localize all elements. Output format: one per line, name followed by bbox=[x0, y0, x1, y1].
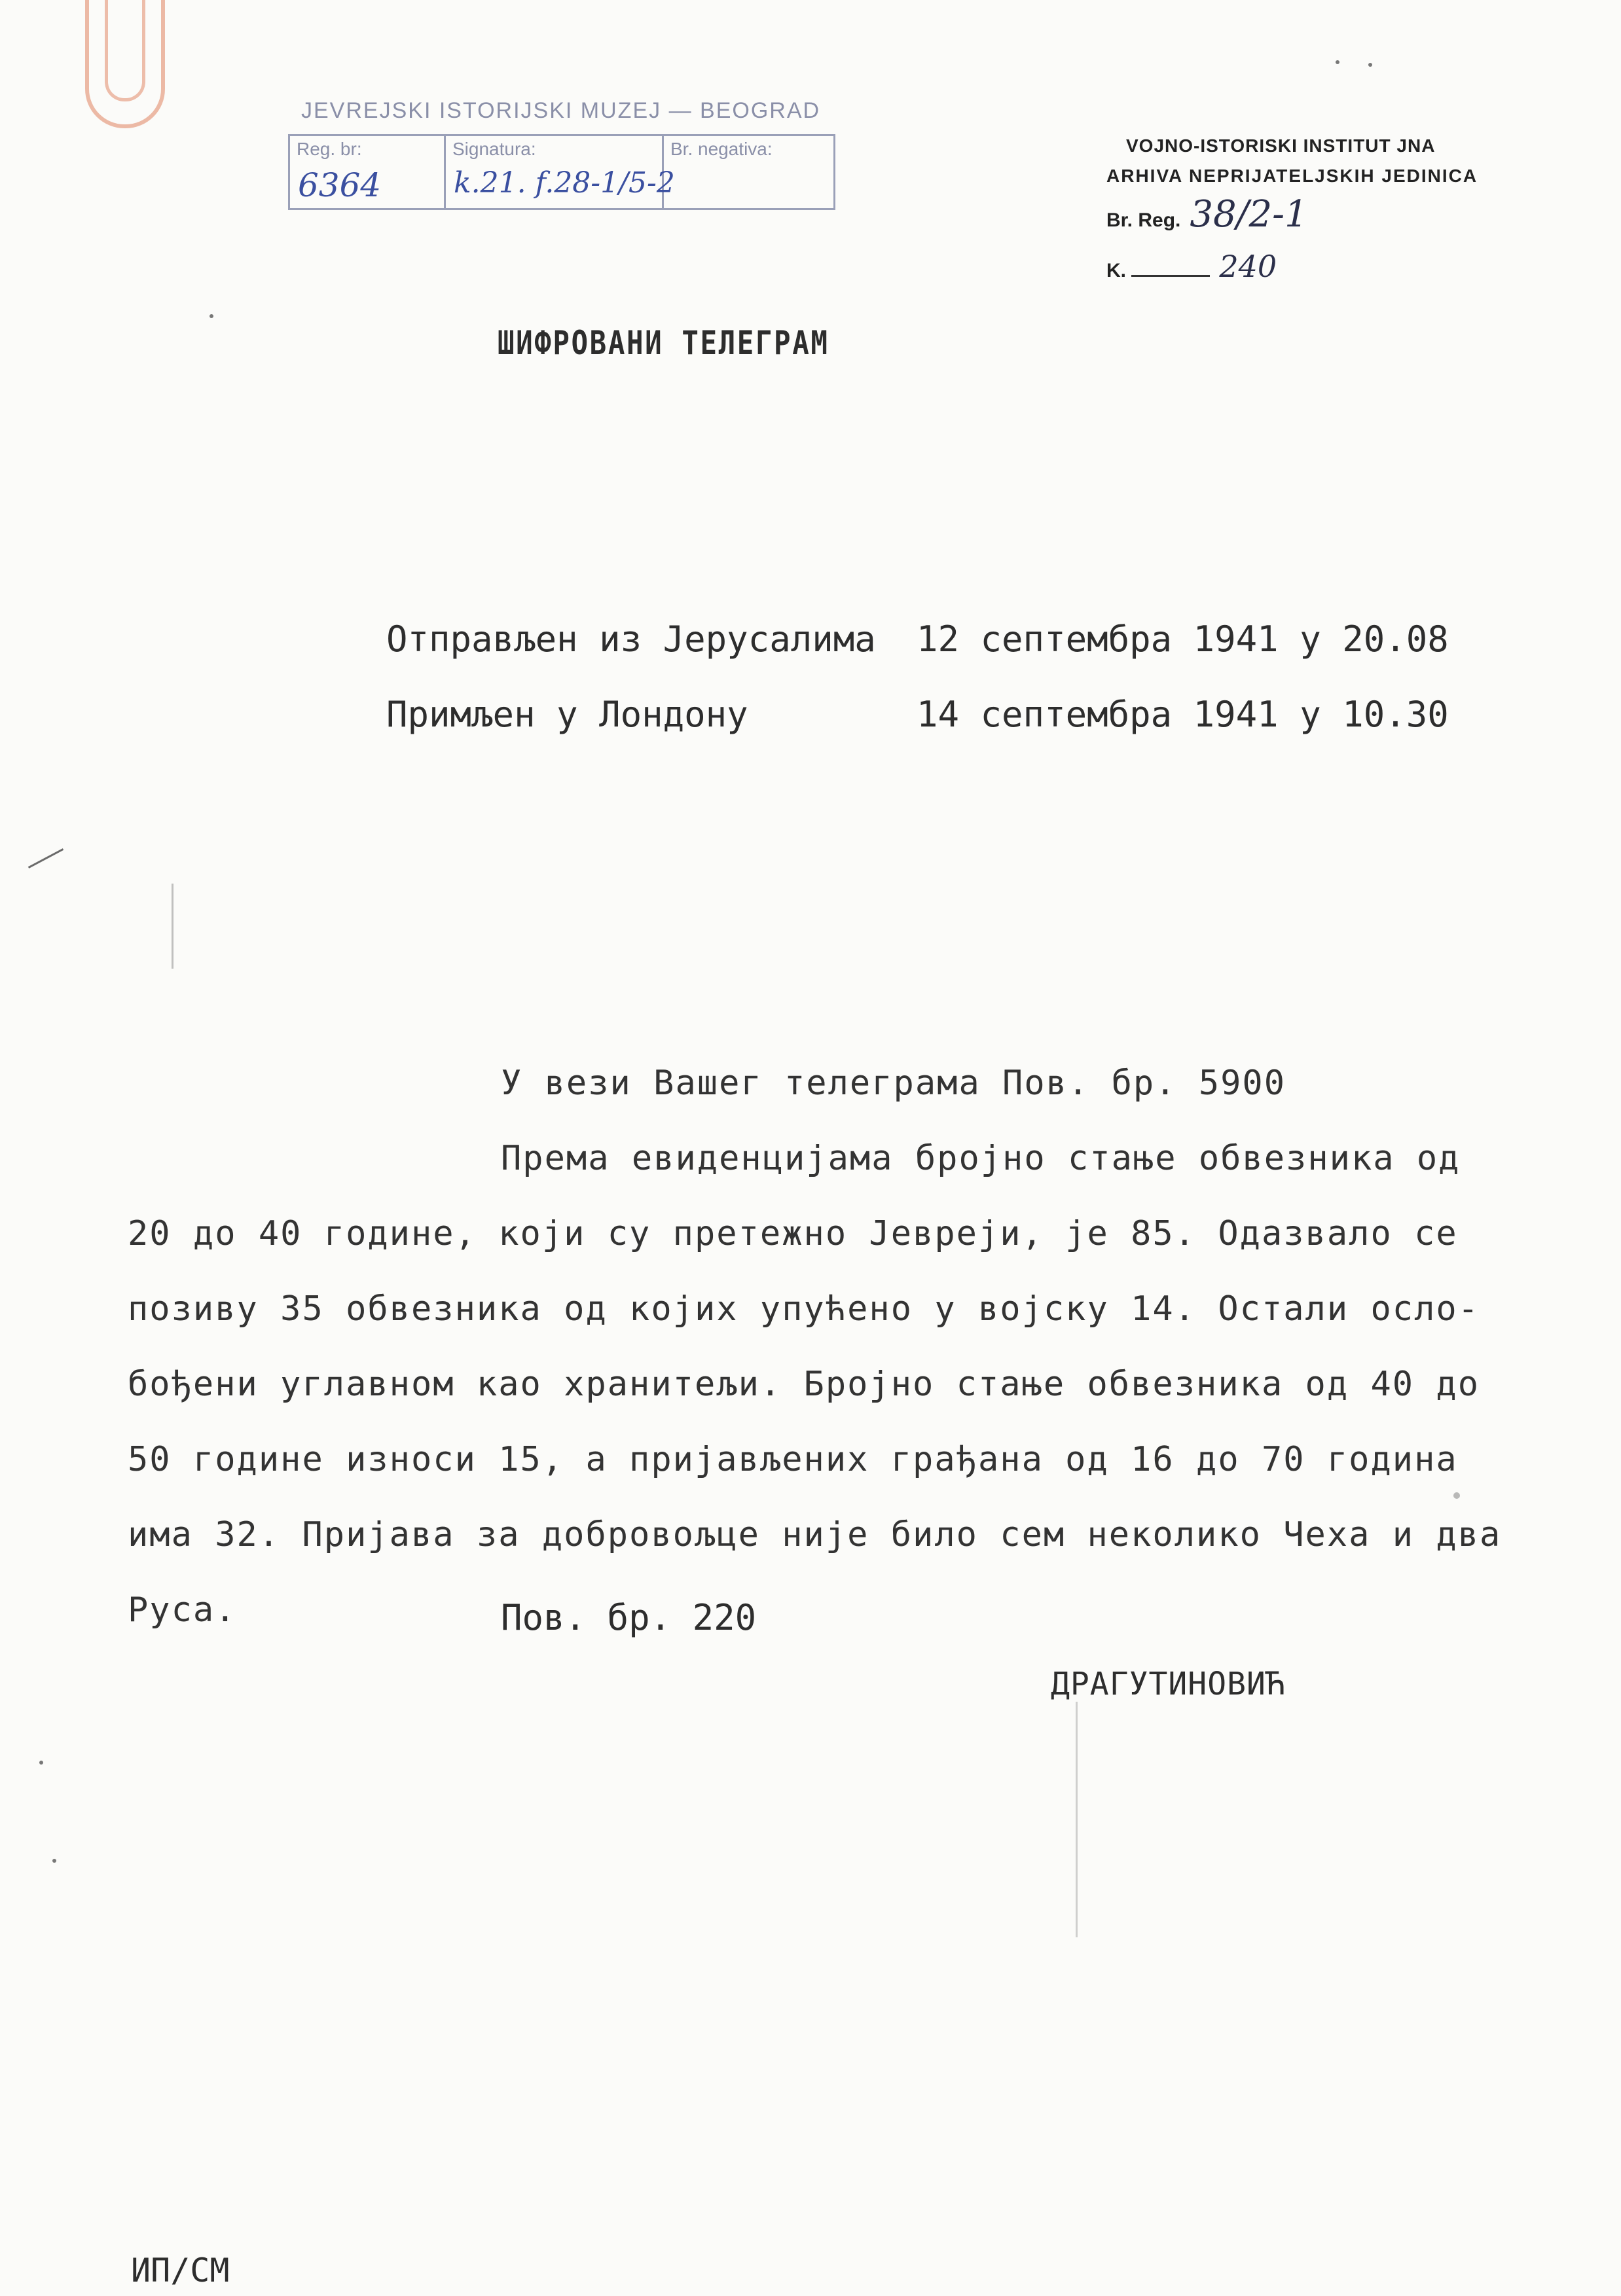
body-line: Према евиденцијама бројно стање обвезника од bbox=[501, 1139, 1461, 1178]
reg-label: Reg. br: bbox=[297, 139, 362, 159]
signatura-cell bbox=[446, 136, 675, 208]
paper-clip-inner-mark bbox=[105, 0, 145, 101]
body-line: Руса. bbox=[128, 1590, 237, 1630]
reference-number: Пов. бр. 220 bbox=[501, 1597, 757, 1638]
stray-mark bbox=[28, 848, 64, 869]
museum-stamp-grid bbox=[288, 134, 835, 210]
stray-speck bbox=[1453, 1492, 1460, 1499]
signatura-label: Signatura: bbox=[452, 139, 536, 159]
body-line: 50 године износи 15, а пријављених грађана од 16 до 70 година bbox=[128, 1440, 1458, 1479]
stray-speck bbox=[39, 1761, 43, 1765]
signatura-value: k.21. f.28-1/5-2 bbox=[454, 166, 675, 200]
body-line: 20 до 40 године, који су претежно Јевреји, је 85. Одазвало се bbox=[128, 1214, 1458, 1253]
institute-k-row bbox=[1106, 249, 1277, 284]
received-date: 14 септембра 1941 у 10.30 bbox=[917, 694, 1449, 735]
institute-k-rule bbox=[1131, 275, 1210, 277]
sent-date: 12 септембра 1941 у 20.08 bbox=[917, 619, 1449, 660]
institute-k-label: K. bbox=[1106, 260, 1126, 281]
institute-reg-label: Br. Reg. bbox=[1106, 209, 1181, 231]
reg-cell bbox=[290, 136, 446, 208]
stray-speck bbox=[52, 1859, 56, 1863]
stray-speck bbox=[1336, 60, 1339, 64]
stray-mark bbox=[1076, 1702, 1078, 1937]
institute-archive: ARHIVA NEPRIJATELJSKIH JEDINICA bbox=[1106, 166, 1478, 186]
stray-speck bbox=[209, 314, 213, 318]
body-line: има 32. Пријава за добровољце није било сем неколико Чеха и два bbox=[128, 1515, 1502, 1554]
stray-mark bbox=[172, 884, 173, 969]
document-heading: ШИФРОВАНИ ТЕЛЕГРАМ bbox=[498, 324, 829, 362]
typist-initials: ИП/СМ bbox=[131, 2251, 230, 2289]
institute-stamp bbox=[1106, 128, 1478, 311]
body-line: бођени углавном као хранитељи. Бројно стање обвезника од 40 до bbox=[128, 1365, 1480, 1404]
body-line: У вези Вашег телеграма Пов. бр. 5900 bbox=[501, 1064, 1286, 1103]
institute-reg-row bbox=[1106, 193, 1308, 236]
sent-label: Отправљен из Јерусалима bbox=[386, 619, 876, 660]
institute-name: VOJNO-ISTORISKI INSTITUT JNA bbox=[1126, 135, 1436, 156]
negativ-cell bbox=[664, 136, 833, 208]
stray-speck bbox=[1368, 63, 1372, 67]
signature: ДРАГУТИНОВИЋ bbox=[1051, 1666, 1286, 1702]
reg-value: 6364 bbox=[298, 166, 382, 204]
received-label: Примљен у Лондону bbox=[386, 694, 748, 735]
negativ-label: Br. negativa: bbox=[670, 139, 773, 159]
museum-stamp bbox=[288, 98, 835, 209]
museum-stamp-title: JEVREJSKI ISTORIJSKI MUZEJ — BEOGRAD bbox=[301, 98, 821, 123]
institute-k-value: 240 bbox=[1219, 249, 1277, 284]
body-line: позиву 35 обвезника од којих упућено у војску 14. Остали осло- bbox=[128, 1289, 1480, 1329]
institute-reg-value: 38/2-1 bbox=[1190, 193, 1308, 236]
